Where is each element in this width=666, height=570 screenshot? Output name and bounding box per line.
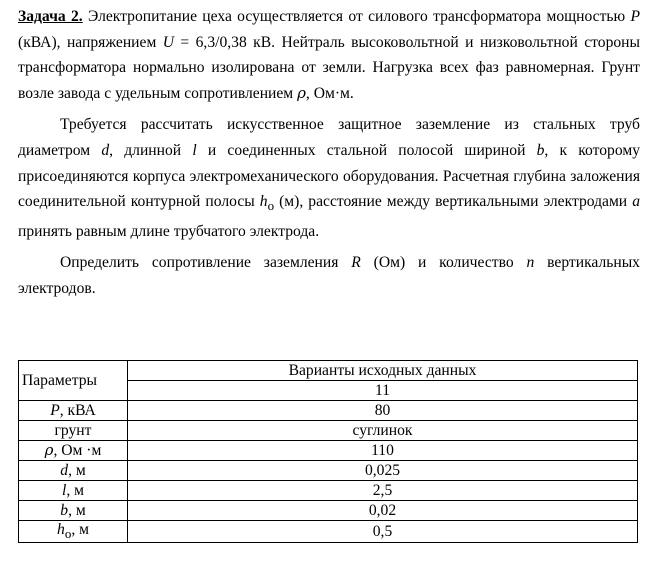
header-variants: Варианты исходных данных [128, 361, 638, 381]
task-text [18, 4, 640, 302]
header-parameters: Параметры [19, 361, 128, 401]
table-row [19, 421, 638, 441]
value-cell: суглинок [128, 421, 638, 441]
task-label: Задача 2. [18, 8, 83, 25]
param-cell: l, м [19, 481, 128, 501]
param-cell: d, м [19, 461, 128, 481]
param-cell: ρ, Ом ·м [19, 441, 128, 461]
task-paragraph-2: Требуется рассчитать искусственное защитное заземление из стальных труб диаметром d, длинной l и соединенных стальной полосой шириной b, к которому присоединяются корпуса электромеханического оборудования. Расчетная глубина заложения соединительной контурной полосы $h_о$ (м), расстояние между вертикальными электродами a принять равным длине трубчатого электрода. [18, 116, 641, 240]
value-cell: 80 [128, 401, 638, 421]
value-cell: 0,025 [128, 461, 638, 481]
param-cell: грунт [19, 421, 128, 441]
table-header-row [19, 361, 638, 381]
parameters-table [18, 360, 638, 543]
value-cell: 2,5 [128, 481, 638, 501]
table-row [19, 501, 638, 521]
table-row [19, 401, 638, 421]
param-cell: $h_о$, м [19, 521, 128, 543]
table-row [19, 481, 638, 501]
task-paragraph-3: Определить сопротивление заземления R (Ом) и количество n вертикальных электродов. [18, 254, 640, 298]
table-row [19, 461, 638, 481]
value-cell: 0,02 [128, 501, 638, 521]
param-cell: b, м [19, 501, 128, 521]
variant-number: 11 [128, 381, 638, 401]
value-cell: 0,5 [128, 521, 638, 543]
value-cell: 110 [128, 441, 638, 461]
task-paragraph-1: Задача 2. Электропитание цеха осуществляется от силового трансформатора мощностью P (кВА), напряжением U = 6,3/0,38 кВ. Нейтраль высоковольтной и низковольтной стороны трансформатора нормально изолирована от земли. Нагрузка всех фаз равномерная. Грунт возле завода с удельным сопротивлением ρ, Ом·м. [18, 8, 640, 102]
param-cell: P, кВА [19, 401, 128, 421]
table-row [19, 441, 638, 461]
table-row [19, 521, 638, 543]
